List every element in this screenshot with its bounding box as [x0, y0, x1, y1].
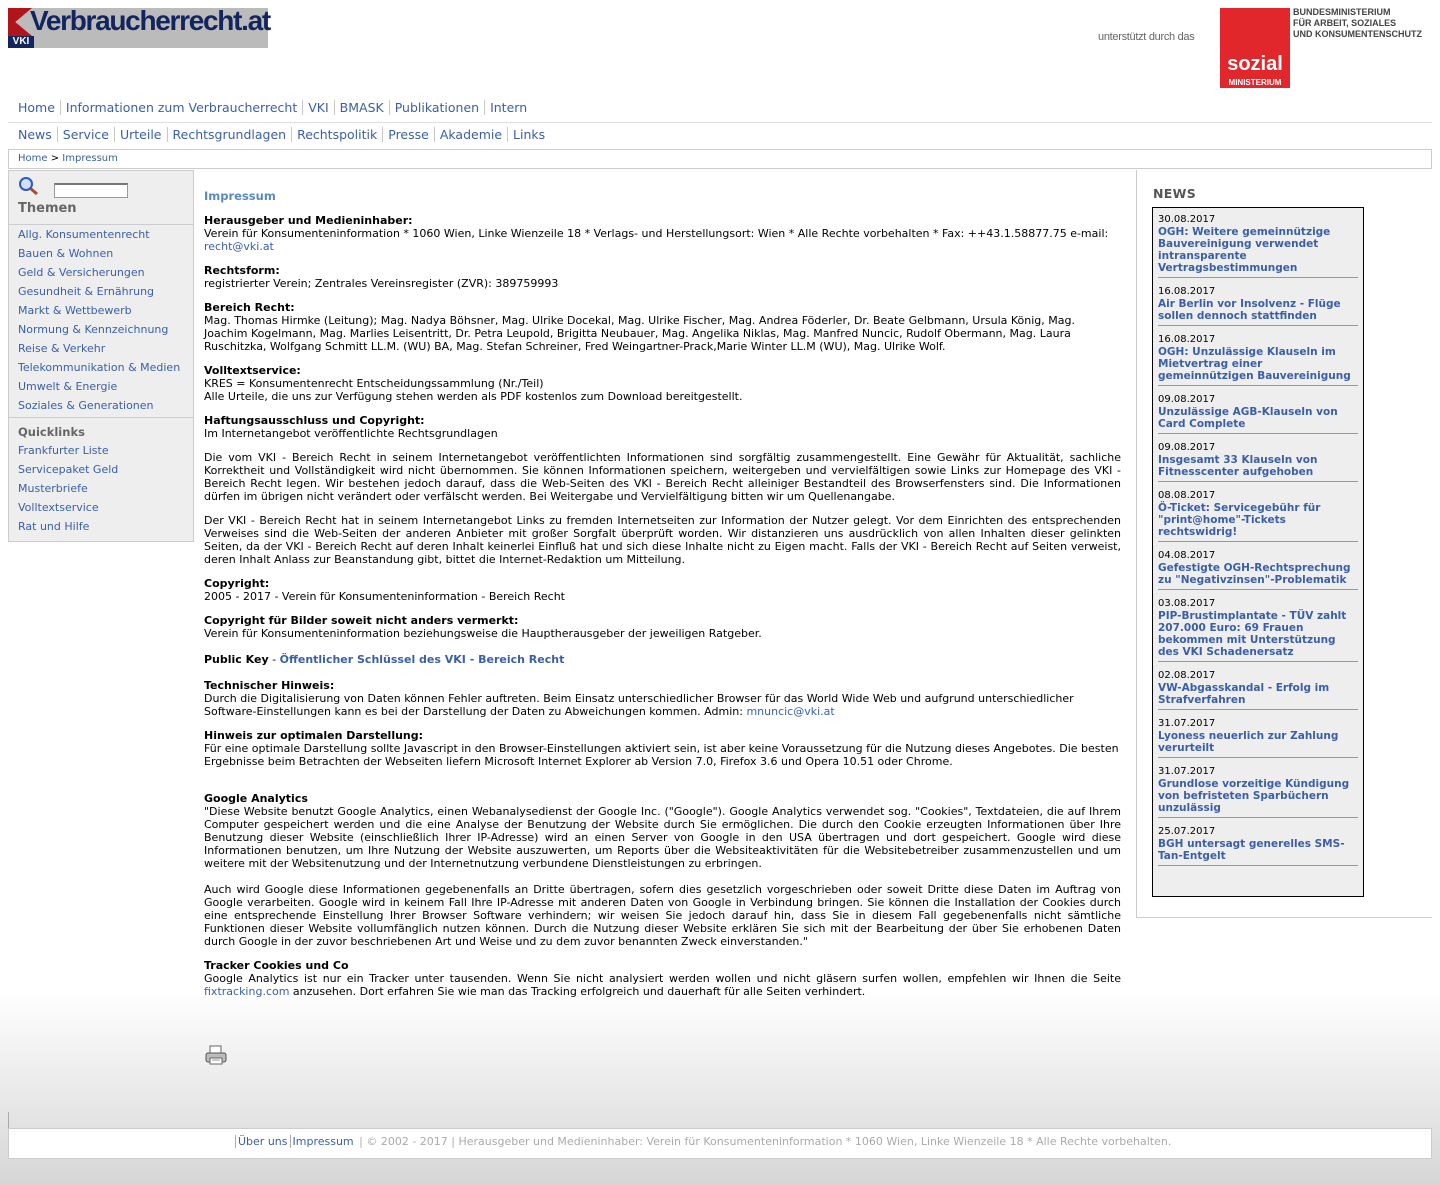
quicklinks-list: [9, 441, 193, 536]
section-text: Verein für Konsumenteninformation * 1060 Wien, Linke Wienzeile 18 * Verlags- und Herstellungsort: Wien * Alle Rechte vorbehalten * Fax: ++43.1.58877.75 e-mail:: [204, 227, 1109, 240]
news-heading: NEWS: [1153, 186, 1196, 201]
news-date: 09.08.2017: [1158, 394, 1216, 405]
nav-publikationen[interactable]: Publikationen: [389, 100, 484, 115]
footer-link-impressum[interactable]: Impressum: [290, 1135, 356, 1148]
news-date: 02.08.2017: [1158, 670, 1216, 681]
news-link[interactable]: OGH: Weitere gemeinnützige Bauvereinigung verwendet intransparente Vertragsbestimmungen: [1158, 226, 1331, 274]
section-heading: Herausgeber und Medieninhaber:: [204, 214, 413, 227]
main-nav: [13, 100, 532, 115]
news-item: [1158, 548, 1358, 590]
nav-intern[interactable]: Intern: [484, 100, 532, 115]
breadcrumb-home[interactable]: Home: [18, 153, 48, 164]
section-heading: Haftungsausschluss und Copyright:: [204, 414, 425, 427]
logo-badge: VKI: [8, 36, 34, 48]
logo-mark-icon: [8, 8, 32, 36]
section-copyright: [204, 577, 1121, 603]
section-text: KRES = Konsumentenrecht Entscheidungssammlung (Nr./Teil): [204, 377, 544, 390]
nav-presse[interactable]: Presse: [382, 127, 434, 142]
section-text: registrierter Verein; Zentrales Vereinsregister (ZVR): 389759993: [204, 277, 559, 290]
footer-text: | © 2002 - 2017 | Herausgeber und Medieninhaber: Verein für Konsumenteninformation * 1060 Wien, Linke Wienzeile 18 * Alle Rechte vorbehalten.: [355, 1135, 1172, 1148]
news-link[interactable]: Lyoness neuerlich zur Zahlung verurteilt: [1158, 730, 1339, 754]
search-icon[interactable]: [18, 176, 40, 201]
section-herausgeber: [204, 214, 1121, 253]
quicklink-item[interactable]: Volltextservice: [18, 501, 99, 514]
section-tracker: [204, 959, 1121, 998]
section-heading: Volltextservice:: [204, 364, 301, 377]
section-bereich-recht: [204, 301, 1121, 353]
admin-email-link[interactable]: mnuncic@vki.at: [746, 705, 835, 718]
section-heading: Hinweis zur optimalen Darstellung:: [204, 729, 424, 742]
news-link[interactable]: Gefestigte OGH-Rechtsprechung zu "Negativzinsen"-Problematik: [1158, 562, 1351, 586]
news-link[interactable]: PIP-Brustimplantate - TÜV zahlt 207.000 Euro: 69 Frauen bekommen mit Unterstützung des VKI Schadenersatz: [1158, 610, 1347, 658]
ministry-line: UND KONSUMENTENSCHUTZ: [1293, 29, 1422, 39]
themen-item[interactable]: Normung & Kennzeichnung: [18, 323, 169, 336]
news-item: [1158, 212, 1358, 278]
section-google-analytics: [204, 792, 1121, 870]
nav-news[interactable]: News: [18, 127, 52, 142]
news-link[interactable]: BGH untersagt generelles SMS-Tan-Entgelt: [1158, 838, 1345, 862]
section-copyright-bilder: [204, 614, 1121, 640]
news-link[interactable]: OGH: Unzulässige Klauseln im Mietvertrag einer gemeinnützigen Bauvereinigung: [1158, 346, 1351, 382]
news-link[interactable]: Insgesamt 33 Klauseln von Fitnesscenter aufgehoben: [1158, 454, 1318, 478]
news-date: 31.07.2017: [1158, 718, 1216, 729]
section-heading: Copyright:: [204, 577, 270, 590]
themen-item[interactable]: Geld & Versicherungen: [18, 266, 145, 279]
breadcrumb-current[interactable]: Impressum: [62, 153, 118, 164]
themen-item[interactable]: Allg. Konsumentenrecht: [18, 228, 150, 241]
section-text: Verein für Konsumenteninformation beziehungsweise die Hauptherausgeber der jeweiligen Ratgeber.: [204, 627, 762, 640]
page-title: Impressum: [204, 189, 276, 203]
themen-heading: Themen: [18, 201, 77, 216]
news-date: 30.08.2017: [1158, 214, 1216, 225]
nav-home[interactable]: Home: [18, 100, 55, 115]
nav-rechtspolitik[interactable]: Rechtspolitik: [291, 127, 382, 142]
news-link[interactable]: Grundlose vorzeitige Kündigung von befristeten Sparbüchern unzulässig: [1158, 778, 1350, 814]
soz-logo-word: sozial: [1227, 53, 1283, 75]
news-date: 03.08.2017: [1158, 598, 1216, 609]
news-item: [1158, 668, 1358, 710]
themen-item[interactable]: Gesundheit & Ernährung: [18, 285, 155, 298]
themen-item[interactable]: Bauen & Wohnen: [18, 247, 114, 260]
divider: [8, 1112, 9, 1128]
section-haftung: [204, 414, 1121, 440]
header: [0, 0, 1440, 95]
news-link[interactable]: Air Berlin vor Insolvenz - Flüge sollen dennoch stattfinden: [1158, 298, 1341, 322]
soz-logo-sub: MINISTERIUM: [1228, 78, 1282, 87]
left-sidebar: [8, 170, 194, 542]
ministry-line: FÜR ARBEIT, SOZIALES: [1293, 18, 1397, 28]
paragraph-gewaehr: Die vom VKI - Bereich Recht in seinem Internetangebot veröffentlichten Informationen sind sorgfältig zusammengestellt. Eine Gewähr für Aktualität, sachliche Korrektheit und Vollständigkeit wird nicht übernommen. Sie können Informationen speichern, weitergeben und vervielfältigen sowie Links zur Homepage des VKI - Bereich Recht legen. Wir bestehen jedoch darauf, dass die Web-Seiten des VKI - Bereich Recht alleiniger Bestandteil des Browserfensters sind. Die Informationen dürfen im übrigen nicht verändert oder verfälscht werden. Bei Weitergabe und Vervielfältigung bitten wir um Quellenangabe.: [204, 451, 1121, 503]
print-icon[interactable]: [205, 1045, 227, 1065]
news-date: 16.08.2017: [1158, 334, 1216, 345]
footer-link-about[interactable]: Über uns: [235, 1135, 290, 1148]
section-text: Durch die Digitalisierung von Daten können Fehler auftreten. Beim Einsatz unterschiedlicher Browser für das World Wide Web und aufgrund unterschiedlicher Software-Einstellungen kann es bei der Darstellung der Daten zu Abweichungen kommen. Admin:: [204, 692, 1074, 718]
news-item: [1158, 488, 1358, 542]
section-public-key: [204, 653, 1121, 666]
quicklink-item[interactable]: Servicepaket Geld: [18, 463, 119, 476]
news-item: [1158, 596, 1358, 662]
footer: [8, 1128, 1432, 1159]
sozialministerium-logo[interactable]: [1220, 8, 1290, 88]
logo-text: Verbraucherrecht.at: [30, 5, 270, 36]
section-heading: Tracker Cookies und Co: [204, 959, 349, 972]
themen-item[interactable]: Telekommunikation & Medien: [18, 361, 181, 374]
section-text: Alle Urteile, die uns zur Verfügung stehen werden als PDF kostenlos zum Download bereitgestellt.: [204, 390, 743, 403]
section-text: Im Internetangebot veröffentlichte Rechtsgrundlagen: [204, 427, 498, 440]
section-heading: Public Key: [204, 653, 269, 666]
nav-service[interactable]: Service: [57, 127, 114, 142]
search-input[interactable]: [54, 183, 128, 198]
themen-item[interactable]: Markt & Wettbewerb: [18, 304, 132, 317]
news-item: [1158, 764, 1358, 818]
separator: -: [268, 653, 280, 666]
news-date: 04.08.2017: [1158, 550, 1216, 561]
nav-vki[interactable]: VKI: [302, 100, 333, 115]
support-text: unterstützt durch das: [1098, 31, 1195, 43]
section-text: Für eine optimale Darstellung sollte Javascript in den Browser-Einstellungen aktiviert sein, ist aber keine Voraussetzung für die Nutzung dieses Angebotes. Die besten Ergebnisse beim Betrachten der Webseiten liefern Microsoft Internet Explorer ab Version 7.0, Firefox 3.6 und Opera 10.51 oder Chrome.: [204, 742, 1119, 768]
news-item: [1158, 824, 1358, 866]
fixtracking-link[interactable]: fixtracking.com: [204, 985, 290, 998]
paragraph-links: Der VKI - Bereich Recht hat in seinem Internetangebot Links zu fremden Internetseiten zur Information der Nutzer gelegt. Vor dem Einrichten des entsprechenden Verweises sind die Web-Seiten der anderen Anbieter mit großer Sorgfalt überprüft worden. Wir distanzieren uns ausdrücklich von allen Inhalten dieser gelinkten Seiten, da der VKI - Bereich Recht auf deren Inhalt keinerlei Einfluß hat und sich diese Inhalte nicht zu Eigen macht. Falls der VKI - Bereich Recht auf Seiten verweist, deren Inhalt Anlass zur Beanstandung gibt, bittet die Internet-Redaktion um Mitteilung.: [204, 514, 1121, 566]
news-link[interactable]: Unzulässige AGB-Klauseln von Card Complete: [1158, 406, 1338, 430]
section-heading: Bereich Recht:: [204, 301, 295, 314]
news-date: 16.08.2017: [1158, 286, 1216, 297]
section-heading: Copyright für Bilder soweit nicht anders vermerkt:: [204, 614, 519, 627]
section-rechtsform: [204, 264, 1121, 290]
news-item: [1158, 332, 1358, 386]
public-key-link[interactable]: Öffentlicher Schlüssel des VKI - Bereich Recht: [279, 653, 565, 666]
section-text: Mag. Thomas Hirmke (Leitung); Mag. Nadya Böhsner, Mag. Ulrike Docekal, Mag. Ulrike Fischer, Mag. Andrea Föderler, Dr. Beate Gelbmann, Ursula König, Mag. Joachim Kogelmann, Mag. Marlies Leisentritt, Dr. Petra Leupold, Brigitta Neubauer, Mag. Angelika Niklas, Mag. Manfred Nuncic, Rudolf Obermann, Mag. Laura Ruschitzka, Wolfgang Schmitt LL.M. (WU) BA, Mag. Stefan Schreiner, Fred Weingartner-Prack,Marie Winter LL.M (WU), Mag. Ulrike Wolf.: [204, 314, 1075, 353]
section-text: "Diese Website benutzt Google Analytics, einen Webanalysedienst der Google Inc. ("Google"). Google Analytics verwendet sog. "Cookies", Textdateien, die auf Ihrem Computer gespeichert werden und die eine Analyse der Benutzung der Website durch Sie ermöglichen. Die durch den Cookie erzeugten Informationen über Ihre Benutzung dieser Website (einschließlich Ihrer IP-Adresse) wird an einen Server von Google in den USA übertragen und dort gespeichert. Google wird diese Informationen benutzen, um Ihre Nutzung der Website auszuwerten, um Reports über die Websiteaktivitäten für die Websitebetreiber zusammenzustellen und um weitere mit der Websitenutzung und der Internetnutzung verbundene Dienstleistungen zu erbringen.: [204, 805, 1121, 870]
section-text: anzusehen. Dort erfahren Sie wie man das Tracking erfolgreich und dauerhaft für alle Seiten verhindert.: [289, 985, 866, 998]
paragraph-google-analytics-2: Auch wird Google diese Informationen gegebenenfalls an Dritte übertragen, sofern dies gesetzlich vorgeschrieben oder soweit Dritte diese Daten im Auftrag von Google verarbeiten. Google wird in keinem Fall Ihre IP-Adresse mit anderen Daten von Google in Verbindung bringen. Sie können die Installation der Cookies durch eine entsprechende Einstellung Ihrer Browser Software verhindern; wir weisen Sie jedoch darauf hin, dass Sie in diesem Fall gegebenenfalls nicht sämtliche Funktionen dieser Website vollumfänglich nutzen können. Durch die Nutzung dieser Website erklären Sie sich mit der Bearbeitung der über Sie erhobenen Daten durch Google in der zuvor beschriebenen Art und Weise und zu dem zuvor benannten Zweck einverstanden.": [204, 883, 1121, 948]
news-date: 31.07.2017: [1158, 766, 1216, 777]
breadcrumb-separator: >: [50, 153, 60, 164]
section-heading: Technischer Hinweis:: [204, 679, 335, 692]
sub-nav: [13, 127, 550, 142]
news-link[interactable]: Ö-Ticket: Servicegebühr für "print@home"-Tickets rechtswidrig!: [1158, 502, 1321, 538]
nav-urteile[interactable]: Urteile: [114, 127, 167, 142]
themen-item[interactable]: Reise & Verkehr: [18, 342, 106, 355]
section-text: Google Analytics ist nur ein Tracker unter tausenden. Wenn Sie nicht analysiert werden wollen und nicht gläsern surfen wollen, empfehlen wir Ihnen die Seite: [204, 972, 1121, 985]
news-item: [1158, 392, 1358, 434]
section-technisch: [204, 679, 1121, 718]
nav-rechtsgrundlagen[interactable]: Rechtsgrundlagen: [167, 127, 292, 142]
nav-bmask[interactable]: BMASK: [334, 100, 389, 115]
ministry-name: [1293, 7, 1422, 40]
themen-item[interactable]: Umwelt & Energie: [18, 380, 118, 393]
nav-akademie[interactable]: Akademie: [434, 127, 507, 142]
divider: [8, 122, 1432, 123]
site-logo[interactable]: [8, 5, 270, 48]
news-date: 25.07.2017: [1158, 826, 1216, 837]
section-heading: Google Analytics: [204, 792, 308, 805]
nav-links[interactable]: Links: [507, 127, 550, 142]
section-volltextservice: [204, 364, 1121, 403]
nav-informationen[interactable]: Informationen zum Verbraucherrecht: [60, 100, 302, 115]
section-heading: Rechtsform:: [204, 264, 280, 277]
news-item: [1158, 440, 1358, 482]
themen-list: [9, 224, 193, 415]
news-list: [1152, 207, 1364, 897]
quicklink-item[interactable]: Rat und Hilfe: [18, 520, 90, 533]
quicklink-item[interactable]: Musterbriefe: [18, 482, 88, 495]
email-link[interactable]: recht@vki.at: [204, 240, 274, 253]
quicklinks-heading: Quicklinks: [18, 425, 85, 439]
ministry-line: BUNDESMINISTERIUM: [1293, 7, 1391, 17]
section-darstellung: [204, 729, 1121, 768]
news-link[interactable]: VW-Abgasskandal - Erfolg im Strafverfahren: [1158, 682, 1330, 706]
themen-item[interactable]: Soziales & Generationen: [18, 399, 154, 412]
news-date: 08.08.2017: [1158, 490, 1216, 501]
right-sidebar: [1136, 170, 1432, 918]
news-item: [1158, 284, 1358, 326]
section-text: 2005 - 2017 - Verein für Konsumenteninformation - Bereich Recht: [204, 590, 565, 603]
breadcrumb: [8, 149, 1432, 169]
quicklink-item[interactable]: Frankfurter Liste: [18, 444, 109, 457]
divider: [9, 417, 193, 418]
news-item: [1158, 716, 1358, 758]
news-date: 09.08.2017: [1158, 442, 1216, 453]
